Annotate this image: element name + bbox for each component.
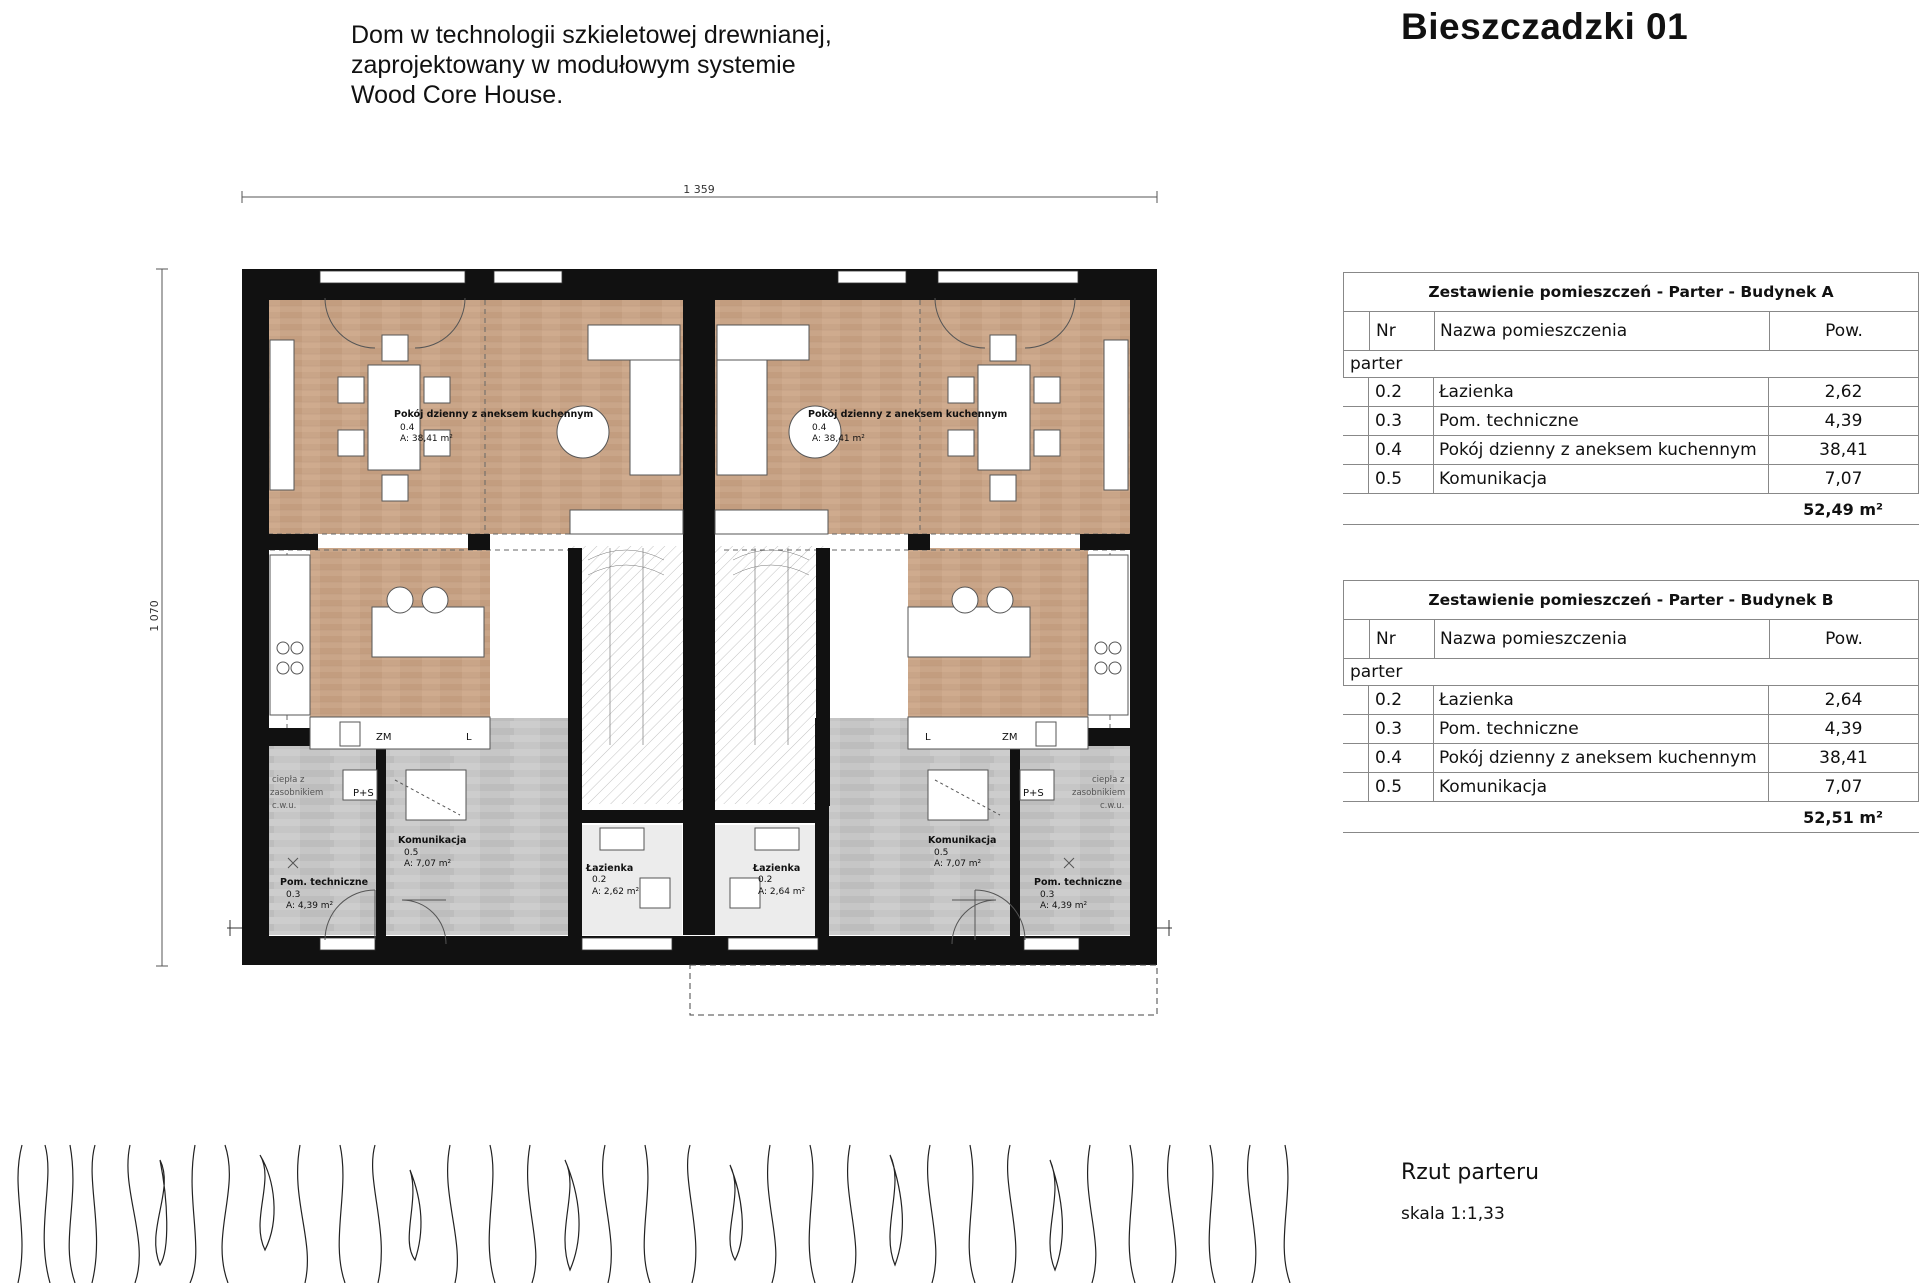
room-schedule-a bbox=[1343, 272, 1919, 525]
label-boiler-a-3: c.w.u. bbox=[272, 801, 297, 811]
room-a-living-nr: 0.4 bbox=[400, 423, 415, 433]
label-zm-b: ZM bbox=[1002, 732, 1018, 743]
room-b-tech-nr: 0.3 bbox=[1040, 890, 1055, 900]
room-a-living-name: Pokój dzienny z aneksem kuchennym bbox=[394, 409, 594, 420]
table-cell-area: 2,64 bbox=[1824, 690, 1863, 710]
room-a-tech-nr: 0.3 bbox=[286, 890, 301, 900]
table-b-col-nr: Nr bbox=[1370, 620, 1435, 658]
room-a-tech-name: Pom. techniczne bbox=[280, 877, 369, 888]
table-b-col-area: Pow. bbox=[1825, 629, 1863, 649]
label-boiler-a-1: ciepła z bbox=[272, 775, 305, 785]
table-cell-name: Pokój dzienny z aneksem kuchennym bbox=[1434, 436, 1769, 464]
room-b-bath-nr: 0.2 bbox=[758, 875, 773, 885]
intro-line-2: zaprojektowany w modułowym systemie bbox=[351, 51, 796, 79]
table-cell-nr: 0.4 bbox=[1369, 744, 1434, 772]
table-cell-name: Pokój dzienny z aneksem kuchennym bbox=[1434, 744, 1769, 772]
label-boiler-b-3: c.w.u. bbox=[1100, 801, 1125, 811]
room-b-bath-area: A: 2,64 m² bbox=[758, 887, 806, 897]
table-b-col-name: Nazwa pomieszczenia bbox=[1435, 620, 1770, 658]
table-b-header bbox=[1343, 620, 1919, 659]
label-l-a: L bbox=[466, 732, 472, 743]
room-schedule-b bbox=[1343, 580, 1919, 833]
room-a-hall-name: Komunikacja bbox=[398, 835, 467, 846]
project-title: Bieszczadzki 01 bbox=[1401, 6, 1689, 47]
wood-grain-decoration bbox=[0, 1140, 1300, 1283]
staircase-a bbox=[570, 546, 683, 804]
table-cell-nr: 0.2 bbox=[1369, 686, 1434, 714]
label-boiler-b-1: ciepła z bbox=[1092, 775, 1125, 785]
table-cell-area: 38,41 bbox=[1819, 748, 1868, 768]
room-a-bath-area: A: 2,62 m² bbox=[592, 887, 640, 897]
table-cell-nr: 0.4 bbox=[1369, 436, 1434, 464]
table-row bbox=[1343, 377, 1919, 407]
table-row bbox=[1343, 715, 1919, 744]
room-b-tech-area: A: 4,39 m² bbox=[1040, 901, 1088, 911]
table-row bbox=[1343, 407, 1919, 436]
table-cell-name: Komunikacja bbox=[1434, 465, 1769, 493]
table-a-col-name: Nazwa pomieszczenia bbox=[1435, 312, 1770, 350]
room-a-living-area: A: 38,41 m² bbox=[400, 434, 453, 444]
room-b-hall-area: A: 7,07 m² bbox=[934, 859, 982, 869]
dimension-height bbox=[148, 269, 168, 966]
table-cell-area: 38,41 bbox=[1819, 440, 1868, 460]
table-b-total: 52,51 m² bbox=[1343, 802, 1919, 833]
table-cell-area: 7,07 bbox=[1824, 777, 1863, 797]
staircase-b bbox=[715, 546, 828, 804]
table-cell-nr: 0.3 bbox=[1369, 407, 1434, 435]
table-cell-area: 2,62 bbox=[1824, 382, 1863, 402]
table-row bbox=[1343, 744, 1919, 773]
table-cell-area: 4,39 bbox=[1824, 411, 1863, 431]
dimension-width-label: 1 359 bbox=[683, 183, 715, 196]
table-cell-nr: 0.2 bbox=[1369, 378, 1434, 406]
label-zm-a: ZM bbox=[376, 732, 392, 743]
room-b-tech-name: Pom. techniczne bbox=[1034, 877, 1123, 888]
intro-line-3: Wood Core House. bbox=[351, 81, 564, 109]
label-ps-b: P+S bbox=[1023, 788, 1044, 799]
room-b-hall-name: Komunikacja bbox=[928, 835, 997, 846]
table-cell-area: 7,07 bbox=[1824, 469, 1863, 489]
table-a-col-area: Pow. bbox=[1825, 321, 1863, 341]
table-cell-nr: 0.5 bbox=[1369, 773, 1434, 801]
table-b-group: parter bbox=[1343, 659, 1919, 685]
table-a-title: Zestawienie pomieszczeń - Parter - Budynek A bbox=[1343, 272, 1919, 312]
table-cell-name: Pom. techniczne bbox=[1434, 407, 1769, 435]
room-a-bath-name: Łazienka bbox=[586, 863, 634, 874]
drawing-scale: skala 1:1,33 bbox=[1401, 1204, 1505, 1224]
label-boiler-b-2: zasobnikiem bbox=[1072, 788, 1126, 798]
table-row bbox=[1343, 436, 1919, 465]
table-cell-name: Komunikacja bbox=[1434, 773, 1769, 801]
room-b-living-name: Pokój dzienny z aneksem kuchennym bbox=[808, 409, 1008, 420]
table-row bbox=[1343, 773, 1919, 802]
room-b-living-area: A: 38,41 m² bbox=[812, 434, 865, 444]
room-a-bath-nr: 0.2 bbox=[592, 875, 607, 885]
table-b-title: Zestawienie pomieszczeń - Parter - Budynek B bbox=[1343, 580, 1919, 620]
room-a-hall-nr: 0.5 bbox=[404, 848, 419, 858]
room-a-hall-area: A: 7,07 m² bbox=[404, 859, 452, 869]
label-boiler-a-2: zasobnikiem bbox=[270, 788, 324, 798]
table-row bbox=[1343, 465, 1919, 494]
table-cell-nr: 0.3 bbox=[1369, 715, 1434, 743]
dimension-width bbox=[242, 183, 1157, 203]
dimension-height-label: 1 070 bbox=[148, 600, 161, 632]
table-a-header bbox=[1343, 312, 1919, 351]
label-ps-a: P+S bbox=[353, 788, 374, 799]
table-a-col-nr: Nr bbox=[1370, 312, 1435, 350]
intro-line-1: Dom w technologii szkieletowej drewnianej, bbox=[351, 21, 832, 49]
table-cell-nr: 0.5 bbox=[1369, 465, 1434, 493]
room-b-bath-name: Łazienka bbox=[753, 863, 801, 874]
drawing-name: Rzut parteru bbox=[1401, 1160, 1540, 1185]
label-l-b: L bbox=[925, 732, 931, 743]
table-cell-name: Łazienka bbox=[1434, 378, 1769, 406]
room-a-tech-area: A: 4,39 m² bbox=[286, 901, 334, 911]
table-a-group: parter bbox=[1343, 351, 1919, 377]
table-a-total: 52,49 m² bbox=[1343, 494, 1919, 525]
table-cell-area: 4,39 bbox=[1824, 719, 1863, 739]
terrace-outline bbox=[690, 965, 1157, 1015]
table-row bbox=[1343, 685, 1919, 715]
room-b-living-nr: 0.4 bbox=[812, 423, 827, 433]
table-cell-name: Łazienka bbox=[1434, 686, 1769, 714]
table-cell-name: Pom. techniczne bbox=[1434, 715, 1769, 743]
room-b-hall-nr: 0.5 bbox=[934, 848, 949, 858]
